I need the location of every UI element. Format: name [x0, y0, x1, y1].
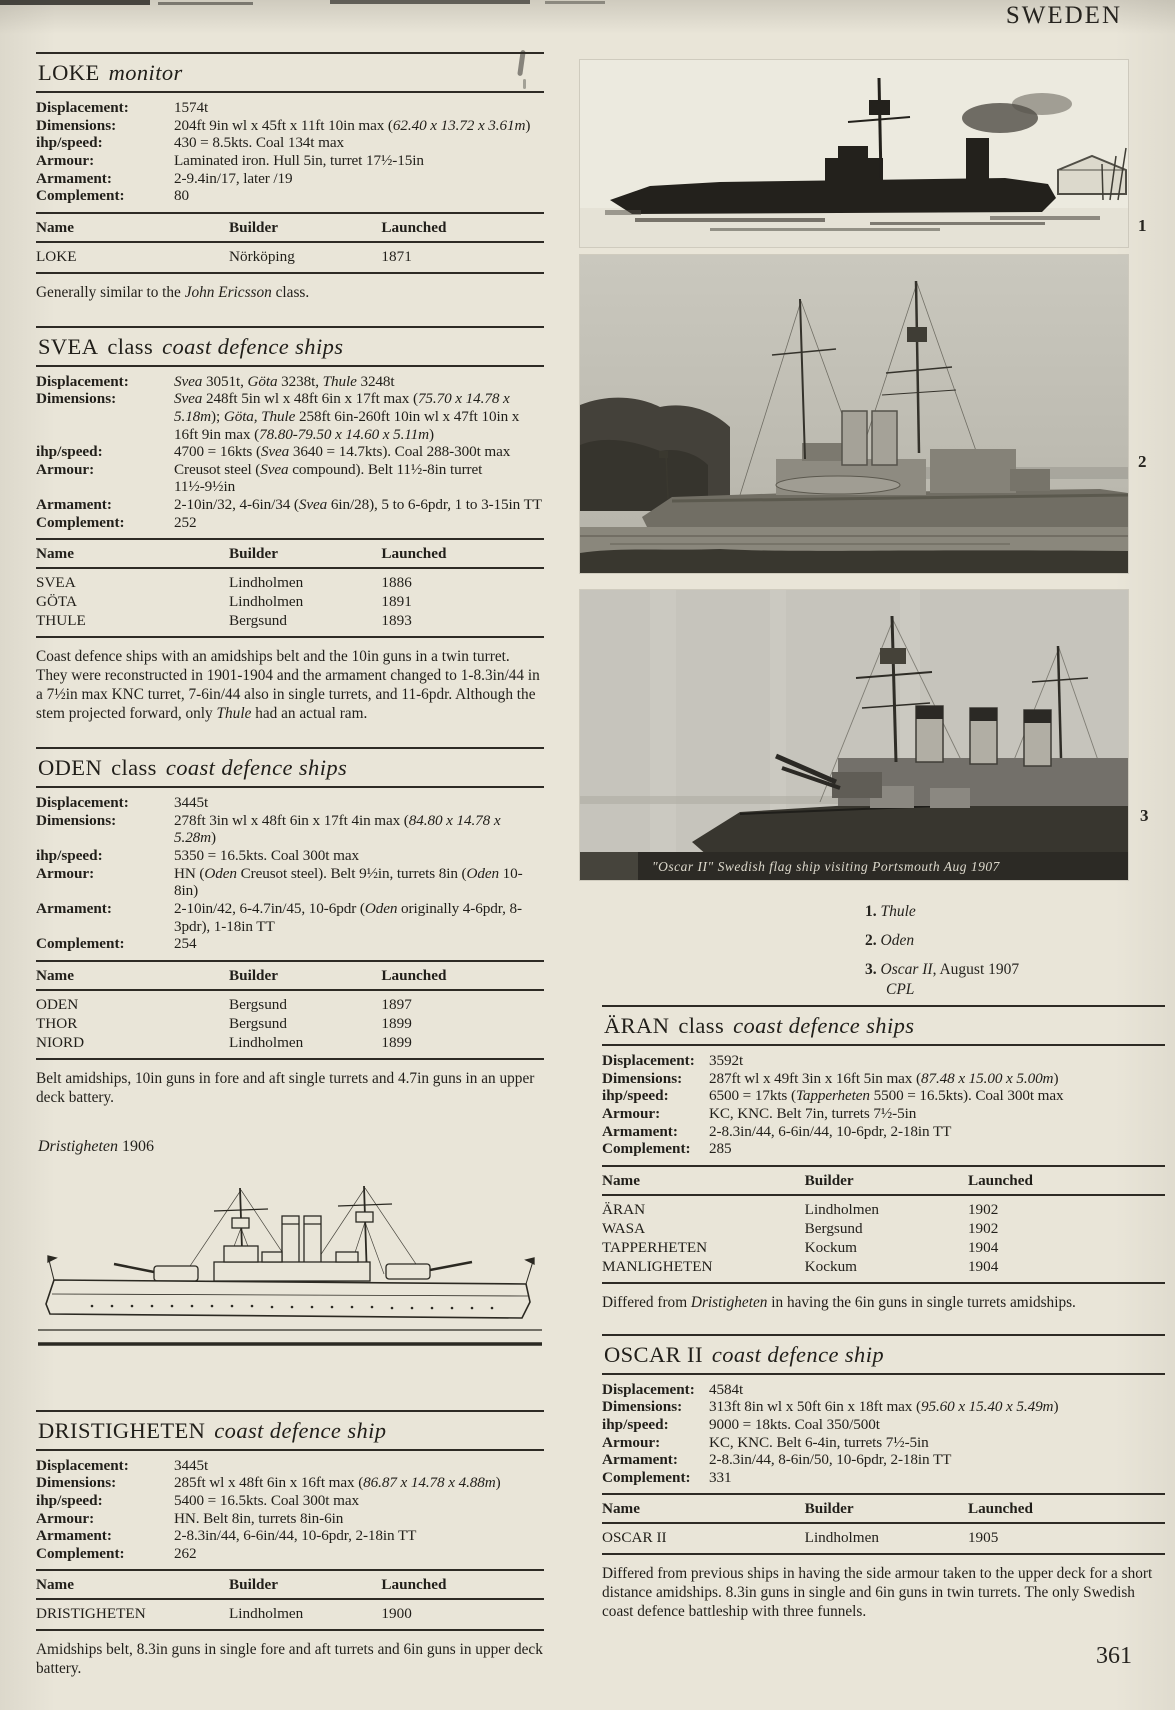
spec-label: Dimensions:	[36, 1474, 117, 1492]
cell-name: THULE	[36, 612, 86, 630]
ship-type: coast defence ships	[162, 333, 344, 359]
spec-label: Dimensions:	[36, 390, 117, 408]
water	[580, 527, 1128, 553]
spec-label: Complement:	[36, 1544, 125, 1562]
photo-oden	[580, 255, 1128, 573]
cell-builder: Lindholmen	[229, 574, 304, 592]
section-svea	[36, 326, 544, 724]
col-name: Name	[602, 1500, 640, 1518]
spec-label: Armour:	[602, 1104, 661, 1122]
spec-row	[602, 1105, 1165, 1123]
ship-table	[36, 538, 544, 638]
cell-builder: Lindholmen	[804, 1200, 879, 1218]
ship-type: coast defence ships	[733, 1013, 915, 1038]
spec-label: Displacement:	[602, 1380, 695, 1398]
spec-label: Armour:	[36, 460, 95, 478]
cell-launched: 1904	[967, 1238, 999, 1256]
table-row	[36, 573, 544, 592]
spec-list	[602, 1046, 1165, 1165]
col-launched: Launched	[967, 1500, 1033, 1518]
cell-builder: Bergsund	[804, 1219, 863, 1237]
section-loke-title	[36, 52, 544, 93]
section-dristigheten-title	[36, 1410, 544, 1451]
table-row	[36, 1033, 544, 1052]
scan-smudge	[545, 1, 605, 4]
photo-oscar-ii	[580, 590, 1128, 880]
ship-table	[36, 960, 544, 1060]
cell-launched: 1902	[967, 1219, 999, 1237]
col-launched: Launched	[381, 218, 447, 236]
section-dristigheten	[36, 1410, 544, 1680]
spec-value: Laminated iron. Hull 5in, turret 17½-15in	[174, 151, 424, 169]
table-row	[36, 1014, 544, 1033]
spec-value: 313ft 8in wl x 50ft 6in x 18ft max (95.60 x 15.40 x 5.49m)	[709, 1398, 1059, 1416]
spec-label: Dimensions:	[602, 1398, 683, 1416]
spec-label: Complement:	[36, 187, 125, 205]
table-row	[602, 1238, 1165, 1257]
ship-class-name: ODEN	[38, 755, 103, 781]
table-header-row	[36, 962, 544, 991]
cell-name: MANLIGHETEN	[602, 1257, 713, 1275]
spec-value: 287ft wl x 49ft 3in x 16ft 5in max (87.48 x 15.00 x 5.00m)	[709, 1069, 1059, 1087]
spec-row	[36, 865, 544, 900]
spec-row	[36, 390, 544, 443]
table-row	[36, 611, 544, 630]
spec-list	[36, 367, 544, 539]
spec-label: Displacement:	[36, 1456, 129, 1474]
cell-name: LOKE	[36, 247, 77, 265]
caption-oden: 2. Oden	[865, 932, 915, 949]
trees	[580, 398, 730, 511]
spec-value: 285	[709, 1140, 732, 1158]
cell-name: OSCAR II	[602, 1529, 667, 1547]
spec-row	[602, 1123, 1165, 1141]
section-note: Differed from Dristigheten in having the 6in guns in single turrets amidships.	[602, 1293, 1076, 1311]
section-loke	[36, 52, 544, 303]
section-note: Coast defence ships with an amidships belt and the 10in guns in a twin turret. They were reconstructed in 1901-1904 and the armament changed to 1-8.3in/44 in a 7½in max KNC turret, 7-6in/44 also in single turrets, and 11-6pdr. Although the stem projected forward, only Thule had an actual ram.	[36, 648, 540, 723]
spec-list	[36, 788, 544, 960]
cell-name: WASA	[602, 1219, 646, 1237]
spec-value: 204ft 9in wl x 45ft x 11ft 10in max (62.40 x 13.72 x 3.61m)	[174, 116, 531, 134]
spec-row	[36, 794, 544, 812]
spec-label: ihp/speed:	[36, 134, 103, 152]
spec-label: Armour:	[36, 864, 95, 882]
table-header-row	[36, 1571, 544, 1600]
waterline	[38, 1330, 542, 1344]
cell-builder: Lindholmen	[804, 1529, 879, 1547]
spec-row	[602, 1451, 1165, 1469]
caption-credit: CPL	[886, 981, 915, 998]
spec-row	[36, 134, 544, 152]
table-header-row	[602, 1495, 1165, 1524]
drawing-caption: Dristigheten 1906	[38, 1137, 154, 1155]
spec-label: Complement:	[36, 935, 125, 953]
spec-value: 2-8.3in/44, 6-6in/44, 10-6pdr, 2-18in TT	[174, 1527, 417, 1545]
spec-value: Svea 3051t, Göta 3238t, Thule 3248t	[174, 372, 395, 390]
spec-value: 80	[174, 187, 189, 205]
col-launched: Launched	[381, 966, 447, 984]
spec-value: HN. Belt 8in, turrets 8in-6in	[174, 1509, 344, 1527]
spec-row	[36, 847, 544, 865]
cell-builder: Lindholmen	[229, 593, 304, 611]
col-builder: Builder	[804, 1171, 854, 1189]
funnels	[282, 1216, 321, 1264]
cell-name: SVEA	[36, 574, 76, 592]
table-row	[36, 1604, 544, 1623]
spec-value: Creusot steel (Svea compound). Belt 11½-8in turret 11½-9½in	[174, 460, 483, 496]
spec-label: Complement:	[36, 513, 125, 531]
shoreline-band	[580, 549, 1128, 573]
spec-row	[36, 812, 544, 847]
section-note: Amidships belt, 8.3in guns in single fore and aft turrets and 6in guns in upper deck battery.	[36, 1641, 543, 1678]
spec-label: Armour:	[36, 151, 95, 169]
table-body	[36, 243, 544, 274]
photo-number-1: 1	[1138, 216, 1147, 235]
left-column	[36, 52, 544, 1679]
spec-row	[602, 1140, 1165, 1158]
spec-value: HN (Oden Creusot steel). Belt 9½in, turrets 8in (Oden 10-8in)	[174, 864, 523, 900]
col-builder: Builder	[229, 545, 278, 563]
cell-launched: 1897	[381, 995, 412, 1013]
spec-row	[36, 1457, 544, 1475]
ship-line-drawing-block	[36, 1138, 544, 1362]
painted-caption-band	[580, 852, 1128, 880]
spec-value: Svea 248ft 5in wl x 48ft 6in x 17ft max (75.70 x 14.78 x 5.18m); Göta, Thule 258ft 6in-260ft 10in wl x 47ft 10in x 16ft 9in max (78.80-79.50 x 14.60 x 5.11m)	[174, 390, 520, 443]
spec-value: 1574t	[174, 99, 209, 116]
cell-builder: Kockum	[804, 1238, 857, 1256]
col-builder: Builder	[804, 1500, 854, 1518]
spec-value: 2-10in/32, 4-6in/34 (Svea 6in/28), 5 to 6-6pdr, 1 to 3-15in TT	[174, 496, 542, 514]
spec-value: 285ft wl x 48ft 6in x 16ft max (86.87 x 14.78 x 4.88m)	[174, 1474, 501, 1492]
spec-row	[36, 443, 544, 461]
section-svea-title	[36, 326, 544, 367]
spec-row	[602, 1052, 1165, 1070]
col-name: Name	[36, 1576, 74, 1594]
cell-launched: 1871	[381, 247, 412, 265]
photo-number-2: 2	[1138, 452, 1147, 471]
spec-label: Armament:	[602, 1451, 678, 1469]
col-builder: Builder	[229, 1576, 278, 1594]
spec-value: 331	[709, 1468, 732, 1486]
caption-thule: 1. Thule	[865, 903, 916, 920]
spec-row	[602, 1398, 1165, 1416]
section-oden	[36, 747, 544, 1108]
spec-value: 3445t	[174, 794, 209, 812]
spec-row	[36, 1545, 544, 1563]
cell-name: NIORD	[36, 1033, 85, 1051]
spec-row	[36, 900, 544, 935]
cell-name: DRISTIGHETEN	[36, 1605, 146, 1623]
cell-launched: 1893	[381, 612, 412, 630]
spec-row	[602, 1087, 1165, 1105]
class-word: class	[111, 755, 157, 781]
page-number: 361	[1096, 1643, 1132, 1669]
table-body	[36, 991, 544, 1060]
table-body	[36, 1600, 544, 1631]
cell-launched: 1902	[967, 1200, 999, 1218]
spec-label: Armament:	[36, 169, 112, 187]
section-oscar-ii	[602, 1334, 1165, 1623]
ship-class-name: OSCAR II	[604, 1341, 703, 1367]
spec-value: 254	[174, 935, 197, 953]
spec-label: Displacement:	[602, 1052, 695, 1069]
ship-class-name: DRISTIGHETEN	[38, 1417, 206, 1443]
cell-builder: Lindholmen	[229, 1033, 304, 1051]
ship-type: monitor	[108, 60, 183, 85]
cell-name: GÖTA	[36, 593, 77, 611]
photo1-illustration	[580, 60, 1128, 247]
spec-label: Dimensions:	[36, 116, 117, 134]
scan-smudge	[0, 0, 150, 5]
spec-label: ihp/speed:	[602, 1087, 669, 1105]
spec-value: 4584t	[709, 1380, 744, 1398]
table-row	[36, 592, 544, 611]
caption-oscar: 3. Oscar II, August 1907	[865, 961, 1020, 978]
spec-value: 430 = 8.5kts. Coal 134t max	[174, 134, 344, 152]
spec-label: Displacement:	[36, 794, 129, 812]
spec-list	[36, 93, 544, 212]
spec-row	[36, 99, 544, 117]
spec-row	[36, 170, 544, 188]
spec-value: 2-10in/42, 6-4.7in/45, 10-6pdr (Oden originally 4-6pdr, 8-3pdr), 1-18in TT	[174, 899, 522, 935]
table-row	[602, 1200, 1165, 1219]
section-aran-title	[602, 1005, 1165, 1046]
photo-thule-monitor	[580, 60, 1128, 247]
section-note: Belt amidships, 10in guns in fore and aft single turrets and 4.7in guns in an upper deck battery.	[36, 1069, 535, 1106]
table-row	[602, 1257, 1165, 1276]
spec-label: Armour:	[602, 1433, 661, 1451]
ship-table	[602, 1493, 1165, 1555]
col-builder: Builder	[229, 218, 278, 236]
cell-launched: 1900	[381, 1605, 412, 1623]
dristigheten-profile-drawing	[36, 1178, 544, 1362]
class-word: class	[678, 1013, 725, 1038]
cell-launched: 1905	[967, 1529, 999, 1547]
col-name: Name	[36, 966, 74, 984]
spec-value: 4700 = 16kts (Svea 3640 = 14.7kts). Coal 288-300t max	[174, 443, 511, 461]
spec-value: KC, KNC. Belt 7in, turrets 7½-5in	[709, 1104, 917, 1122]
spec-row	[36, 1527, 544, 1545]
spec-row	[36, 1510, 544, 1528]
table-header-row	[36, 540, 544, 569]
ship-table	[602, 1165, 1165, 1284]
spec-row	[36, 152, 544, 170]
class-word: class	[107, 333, 154, 359]
spec-row	[36, 461, 544, 496]
spec-row	[602, 1469, 1165, 1487]
spec-value: 6500 = 17kts (Tapperheten 5500 = 16.5kts). Coal 300t max	[709, 1087, 1064, 1105]
table-row	[602, 1219, 1165, 1238]
ship-type: coast defence ship	[711, 1341, 884, 1367]
ship-class-name: SVEA	[38, 333, 99, 359]
cell-name: THOR	[36, 1014, 78, 1032]
spec-list	[602, 1375, 1165, 1494]
cell-builder: Bergsund	[229, 1014, 287, 1032]
spec-row	[36, 935, 544, 953]
cell-name: TAPPERHETEN	[602, 1238, 708, 1256]
spec-label: Armour:	[36, 1509, 95, 1527]
spec-row	[36, 187, 544, 205]
spec-row	[36, 514, 544, 532]
spec-label: Displacement:	[36, 99, 129, 116]
spec-value: 278ft 3in wl x 48ft 6in x 17ft 4in max (84.80 x 14.78 x 5.28m)	[174, 811, 501, 847]
section-oden-title	[36, 747, 544, 788]
table-header-row	[36, 214, 544, 243]
ship-class-name: ÄRAN	[604, 1013, 670, 1038]
spec-value: 9000 = 18kts. Coal 350/500t	[709, 1415, 880, 1433]
scan-smudge	[330, 0, 530, 4]
spec-value: 252	[174, 513, 197, 531]
cell-builder: Kockum	[804, 1257, 857, 1275]
col-launched: Launched	[967, 1171, 1033, 1189]
right-column	[602, 1005, 1165, 1622]
spec-row	[602, 1070, 1165, 1088]
spec-label: Complement:	[602, 1140, 691, 1158]
table-header-row	[602, 1167, 1165, 1196]
spec-row	[602, 1381, 1165, 1399]
spec-value: 2-8.3in/44, 8-6in/50, 10-6pdr, 2-18in TT	[709, 1451, 952, 1469]
cell-builder: Bergsund	[229, 995, 287, 1013]
spec-value: 262	[174, 1544, 197, 1562]
table-body	[602, 1524, 1165, 1555]
cell-launched: 1886	[381, 574, 412, 592]
spec-row	[36, 1492, 544, 1510]
photo-caption-list	[865, 903, 1145, 1010]
spec-row	[36, 496, 544, 514]
spec-label: Armament:	[36, 1527, 112, 1545]
spec-row	[36, 1474, 544, 1492]
spec-label: Dimensions:	[602, 1069, 683, 1087]
ship-table	[36, 1569, 544, 1631]
ship-type: coast defence ships	[165, 755, 348, 781]
col-name: Name	[36, 545, 74, 563]
cell-launched: 1904	[967, 1257, 999, 1275]
spec-label: ihp/speed:	[36, 1491, 103, 1509]
spec-value: 2-9.4in/17, later /19	[174, 169, 293, 187]
spec-label: ihp/speed:	[602, 1415, 669, 1433]
spec-value: 5400 = 16.5kts. Coal 300t max	[174, 1491, 359, 1509]
table-body	[36, 569, 544, 638]
spec-label: Dimensions:	[36, 811, 117, 829]
spec-value: 3592t	[709, 1052, 744, 1069]
spec-value: 5350 = 16.5kts. Coal 300t max	[174, 847, 359, 865]
spec-label: Armament:	[36, 899, 112, 917]
section-oscar-title	[602, 1334, 1165, 1375]
ship-table	[36, 212, 544, 274]
ship-class-name: LOKE	[38, 60, 100, 85]
photo3-illustration	[580, 590, 1128, 880]
cell-name: ÄRAN	[602, 1200, 646, 1218]
spec-label: ihp/speed:	[36, 847, 103, 865]
cell-launched: 1899	[381, 1014, 412, 1032]
col-launched: Launched	[381, 545, 447, 563]
scan-smudge	[158, 2, 253, 5]
spec-label: Armament:	[602, 1122, 678, 1140]
cell-name: ODEN	[36, 995, 79, 1013]
spec-row	[602, 1416, 1165, 1434]
spec-value: KC, KNC. Belt 6-4in, turrets 7½-5in	[709, 1433, 929, 1451]
spec-row	[36, 117, 544, 135]
table-row	[36, 995, 544, 1014]
photo2-illustration	[580, 255, 1128, 573]
spec-value: 3445t	[174, 1456, 209, 1474]
section-note: Generally similar to the John Ericsson class.	[36, 283, 310, 301]
spec-row	[602, 1434, 1165, 1452]
table-row	[36, 247, 544, 266]
cell-launched: 1891	[381, 593, 412, 611]
spec-label: Armament:	[36, 496, 112, 514]
col-name: Name	[36, 218, 74, 236]
photo3-painted-caption: "Oscar II" Swedish flag ship visiting Portsmouth Aug 1907	[652, 859, 1000, 874]
page-region-header: SWEDEN	[1005, 2, 1122, 29]
spec-label: Displacement:	[36, 372, 129, 390]
spec-value: 2-8.3in/44, 6-6in/44, 10-6pdr, 2-18in TT	[709, 1122, 952, 1140]
cell-builder: Bergsund	[229, 612, 287, 630]
cell-builder: Lindholmen	[229, 1605, 304, 1623]
spec-row	[36, 373, 544, 391]
spec-list	[36, 1451, 544, 1570]
cell-builder: Nörköping	[229, 247, 295, 265]
spec-label: Complement:	[602, 1468, 691, 1486]
section-note: Differed from previous ships in having the side armour taken to the upper deck for a short distance amidships. 8.3in guns in single and 6in guns in twin turrets. The only Swedish coast defence battleship with three funnels.	[602, 1565, 1153, 1621]
table-body	[602, 1196, 1165, 1284]
col-name: Name	[602, 1171, 640, 1189]
spec-label: ihp/speed:	[36, 443, 103, 461]
section-aran	[602, 1005, 1165, 1313]
photo-number-3: 3	[1140, 806, 1149, 825]
col-launched: Launched	[381, 1576, 447, 1594]
table-row	[602, 1528, 1165, 1547]
col-builder: Builder	[229, 966, 278, 984]
ship-type: coast defence ship	[214, 1417, 387, 1443]
cell-launched: 1899	[381, 1033, 412, 1051]
